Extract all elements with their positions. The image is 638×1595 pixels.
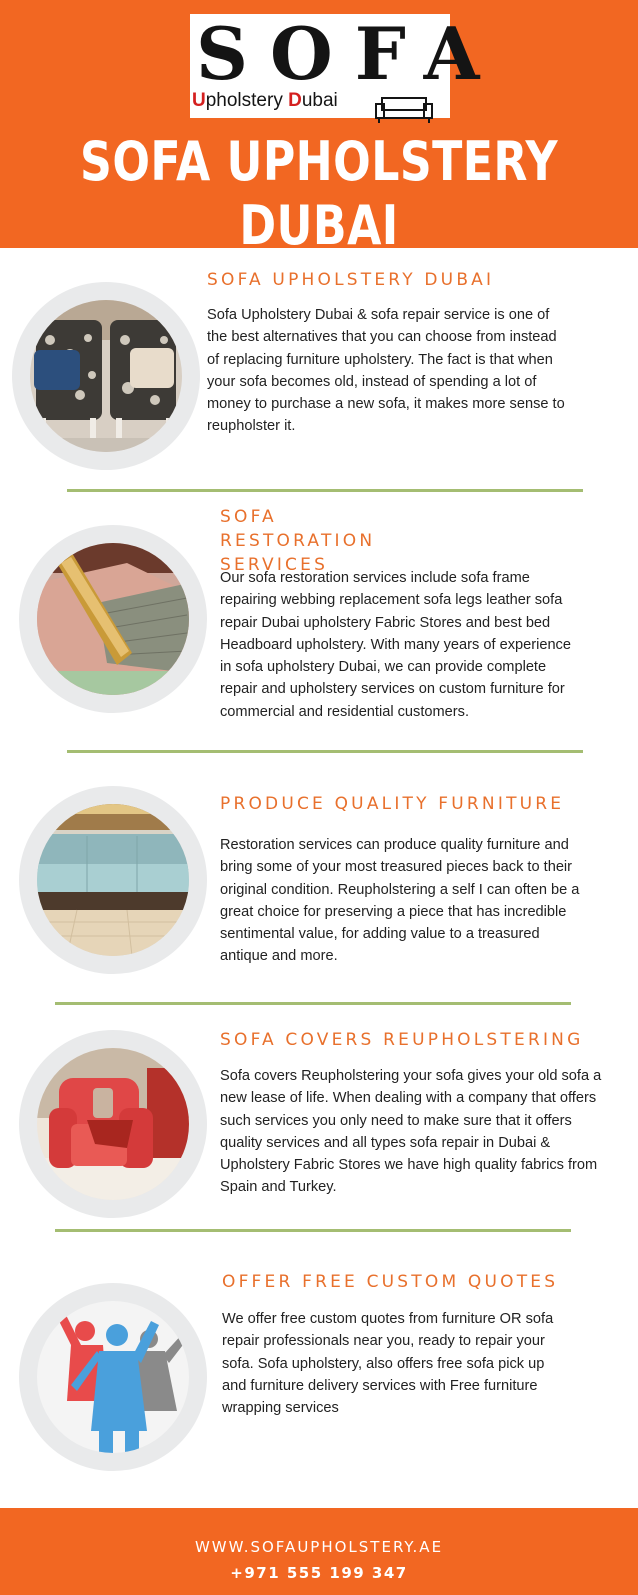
- section-body: Sofa Upholstery Dubai & sofa repair service is one of the best alternatives that you can choose from instead of replacing furniture upholstery. The fact is that when your sofa becomes old, instead of spending a lot of money to purchase a new sofa, it makes more sense to reupholster it.: [207, 307, 565, 435]
- circle-frame: [12, 282, 200, 470]
- logo-sub-mid: pholstery: [205, 90, 289, 111]
- restored-sofa-image: [37, 804, 189, 956]
- logo-subtitle: [192, 90, 338, 112]
- circle-frame: [19, 1283, 207, 1471]
- section-divider: [55, 1002, 571, 1005]
- section-divider: [67, 750, 583, 753]
- section-body: Restoration services can produce quality furniture and bring some of your most treasured pieces back to their original condition. Reupholstering a self I can often be a great choice for preserving a piece that has incredible sentimental value, for adding value to a treasured antique and more.: [220, 837, 580, 965]
- section-title: SOFA COVERS REUPHOLSTERING: [220, 1030, 584, 1050]
- page-title: SOFA UPHOLSTERY DUBAI: [80, 130, 558, 257]
- logo-sub-d: D: [288, 90, 302, 111]
- brand-logo[interactable]: [190, 11, 502, 118]
- section-title: PRODUCE QUALITY FURNITURE: [220, 794, 565, 814]
- red-armchair-image: [37, 1048, 189, 1200]
- website-link[interactable]: WWW.SOFAUPHOLSTERY.AE: [194, 1538, 444, 1556]
- section-title: SOFA RESTORATION SERVICES: [220, 507, 376, 575]
- logo-wordmark: SOFA: [196, 11, 502, 96]
- section-divider: [67, 489, 583, 492]
- circle-frame: [19, 525, 207, 713]
- logo-sub-u: U: [192, 90, 206, 111]
- header-banner: [0, 0, 638, 257]
- section-title: SOFA UPHOLSTERY DUBAI: [207, 270, 495, 290]
- section-divider: [55, 1229, 571, 1232]
- circle-frame: [19, 1030, 207, 1218]
- sofa-frame-repair-image: [37, 543, 189, 695]
- phone-number[interactable]: +971 555 199 347: [230, 1564, 408, 1582]
- team-illustration-image: [37, 1301, 189, 1453]
- section-title: OFFER FREE CUSTOM QUOTES: [222, 1272, 559, 1292]
- logo-sub-end: ubai: [301, 90, 338, 111]
- section-body: Sofa covers Reupholstering your sofa gives your old sofa a new lease of life. When dealing with a company that offers such services you only need to make sure that it offers quality services and all types sofa repair in Dubai & Upholstery Fabric Stores we have high quality fabrics from Spain and Turkey.: [220, 1068, 602, 1196]
- section-body: We offer free custom quotes from furniture OR sofa repair professionals near you, ready to repair your sofa. Sofa upholstery, also offers free sofa pick up and furniture delivery services with Free furniture wrapping services: [222, 1311, 554, 1417]
- sofa-icon: [374, 94, 434, 124]
- circle-frame: [19, 786, 207, 974]
- footer: [0, 1508, 638, 1595]
- armchairs-image: [30, 300, 182, 452]
- section-body: Our sofa restoration services include sofa frame repairing webbing replacement sofa legs leather sofa repair Dubai upholstery Fabric Stores and best bed Headboard upholstery. With many years of experience in sofa upholstery Dubai, we can provide complete repair and upholstery services on custom furniture for commercial and residential customers.: [220, 570, 571, 720]
